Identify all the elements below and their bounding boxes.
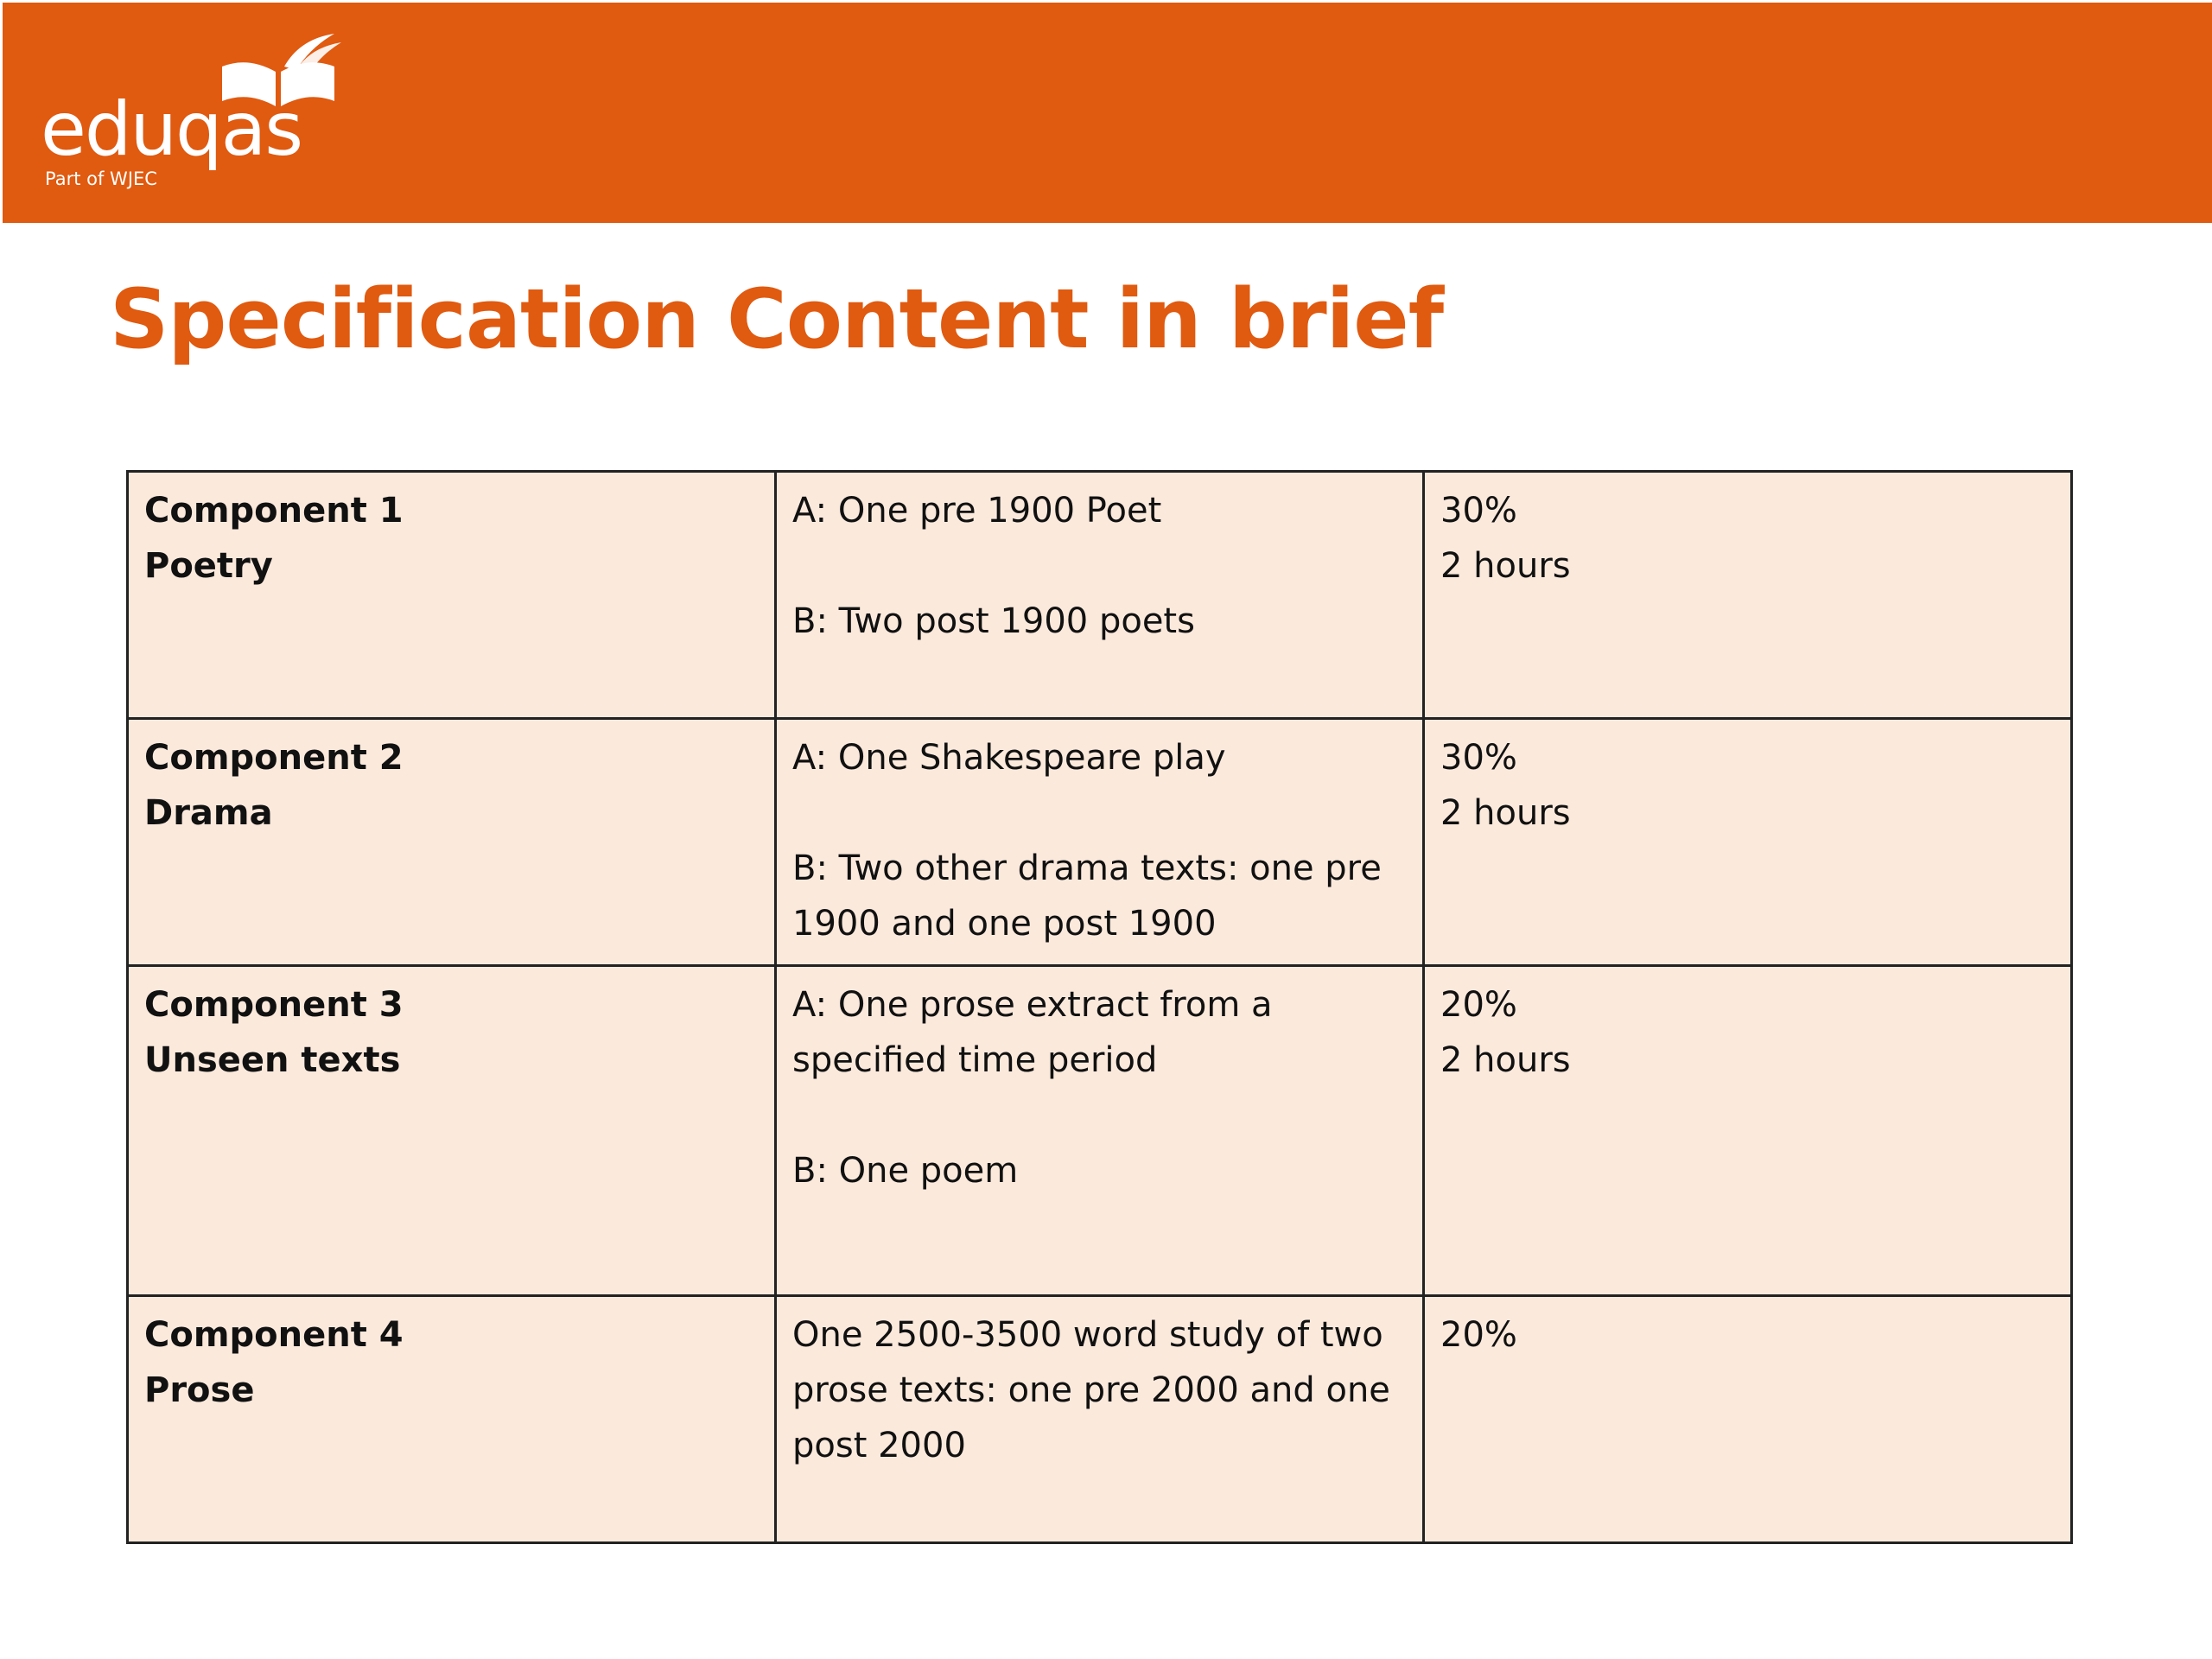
logo-subtitle: Part of WJEC	[45, 168, 157, 189]
table-row	[128, 472, 2072, 719]
assessment-cell	[1424, 472, 2072, 719]
content-cell	[776, 1296, 1424, 1543]
weight-value: 30%	[1440, 738, 1517, 778]
duration-value: 2 hours	[1440, 1040, 1571, 1080]
content-cell	[776, 472, 1424, 719]
logo-wordmark: eduqas	[41, 86, 302, 173]
component-cell	[128, 472, 776, 719]
component-number: Component 2	[144, 738, 404, 778]
component-title: Unseen texts	[144, 1040, 401, 1080]
weight-value: 20%	[1440, 985, 1517, 1025]
content-part-b: B: One poem	[792, 1151, 1019, 1191]
header-band	[3, 3, 2212, 223]
duration-value: 2 hours	[1440, 546, 1571, 586]
content-part-b: B: Two post 1900 poets	[792, 601, 1195, 641]
component-cell	[128, 966, 776, 1296]
content-cell	[776, 966, 1424, 1296]
assessment-cell	[1424, 966, 2072, 1296]
component-title: Prose	[144, 1370, 255, 1410]
assessment-cell	[1424, 1296, 2072, 1543]
content-part-a: A: One pre 1900 Poet	[792, 491, 1162, 531]
table-row	[128, 1296, 2072, 1543]
component-cell	[128, 1296, 776, 1543]
weight-value: 20%	[1440, 1315, 1517, 1355]
component-number: Component 1	[144, 491, 404, 531]
duration-value: 2 hours	[1440, 793, 1571, 833]
component-title: Drama	[144, 793, 273, 833]
content-part-a: A: One Shakespeare play	[792, 738, 1226, 778]
component-title: Poetry	[144, 546, 273, 586]
eduqas-logo	[41, 32, 352, 196]
component-number: Component 4	[144, 1315, 404, 1355]
weight-value: 30%	[1440, 491, 1517, 531]
content-cell	[776, 719, 1424, 966]
table-row	[128, 966, 2072, 1296]
page-title: Specification Content in brief	[110, 272, 1444, 367]
component-cell	[128, 719, 776, 966]
content-part-b: B: Two other drama texts: one pre 1900 and one post 1900	[792, 849, 1382, 944]
component-number: Component 3	[144, 985, 404, 1025]
content-part-a: One 2500-3500 word study of two prose texts: one pre 2000 and one post 2000	[792, 1315, 1390, 1465]
content-part-a: A: One prose extract from a specified time period	[792, 985, 1273, 1080]
specification-table	[126, 470, 2073, 1544]
table-row	[128, 719, 2072, 966]
assessment-cell	[1424, 719, 2072, 966]
